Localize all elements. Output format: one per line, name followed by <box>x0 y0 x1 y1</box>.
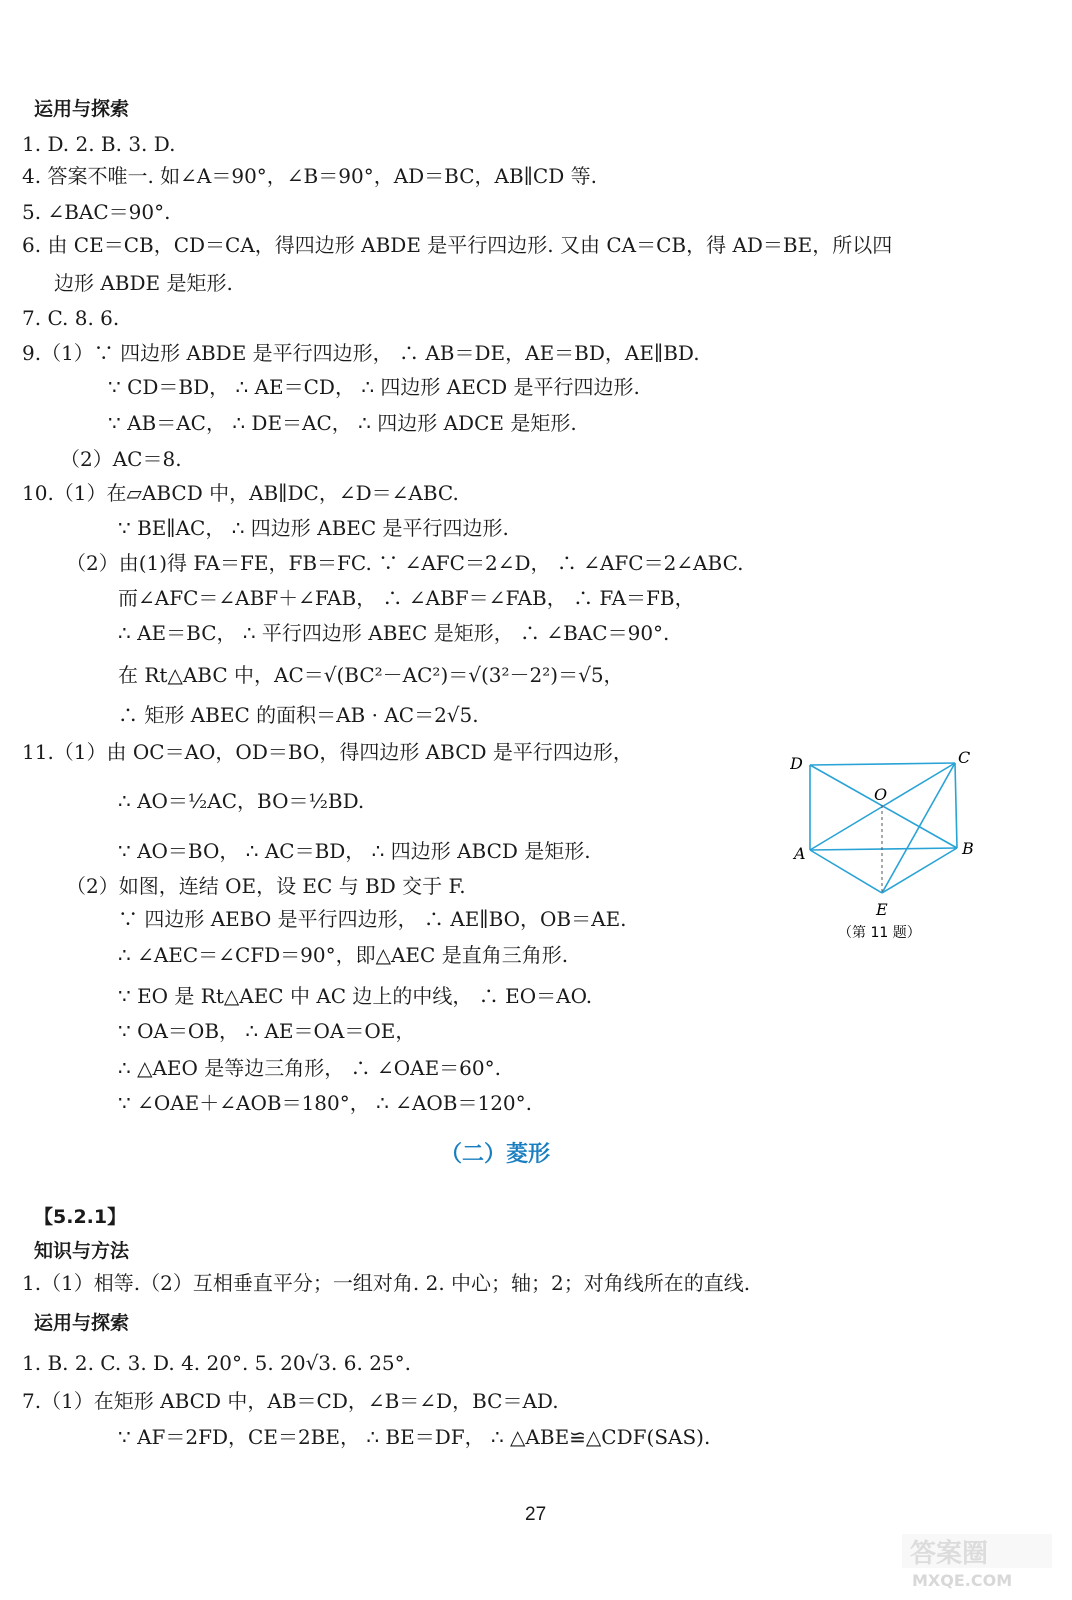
section-heading-knowledge: 知识与方法 <box>34 1240 130 1262</box>
answer-line: 而∠AFC＝∠ABF＋∠FAB， ∴ ∠ABF＝∠FAB， ∴ FA＝FB， <box>118 586 695 610</box>
edge-ce <box>882 763 955 893</box>
edge-ae <box>810 850 882 893</box>
label-e: E <box>876 900 888 919</box>
answer-line: 11.（1）由 OC＝AO，OD＝BO，得四边形 ABCD 是平行四边形， <box>22 740 633 764</box>
answer-line: 1. D. 2. B. 3. D. <box>22 132 176 156</box>
geometry-figure <box>790 745 990 945</box>
answer-line: （2）由(1)得 FA＝FE，FB＝FC. ∵ ∠AFC＝2∠D， ∴ ∠AFC＝2∠ABC. <box>66 551 744 575</box>
answer-line: ∵ ∠OAE＋∠AOB＝180°， ∴ ∠AOB＝120°. <box>118 1091 533 1115</box>
lesson-label: 【5.2.1】 <box>34 1206 127 1228</box>
answer-line: 1. B. 2. C. 3. D. 4. 20°. 5. 20√3. 6. 25°. <box>22 1351 411 1375</box>
label-o: O <box>874 785 888 804</box>
answer-line: 4. 答案不唯一. 如∠A＝90°，∠B＝90°，AD＝BC，AB∥CD 等. <box>22 164 597 188</box>
watermark-logo <box>902 1530 1052 1590</box>
diagonal-db <box>810 765 957 848</box>
svg-text:MXQE.COM: MXQE.COM <box>912 1571 1013 1590</box>
label-a: A <box>794 844 806 863</box>
answer-line: ∵ BE∥AC， ∴ 四边形 ABEC 是平行四边形. <box>118 516 509 540</box>
answer-line: （2）如图，连结 OE，设 EC 与 BD 交于 F. <box>66 874 466 898</box>
section-heading-apply: 运用与探索 <box>34 98 130 120</box>
label-c: C <box>958 748 971 767</box>
answer-line: 1.（1）相等.（2）互相垂直平分；一组对角. 2. 中心；轴；2；对角线所在的直线. <box>22 1271 751 1295</box>
answer-line: ∵ AO＝BO， ∴ AC＝BD， ∴ 四边形 ABCD 是矩形. <box>118 839 591 863</box>
edge-dc <box>810 763 955 765</box>
answer-line: ∴ △AEO 是等边三角形， ∴ ∠OAE＝60°. <box>118 1056 501 1080</box>
answer-line: ∴ AE＝BC， ∴ 平行四边形 ABEC 是矩形， ∴ ∠BAC＝90°. <box>118 621 670 645</box>
answer-line: ∵ AB＝AC， ∴ DE＝AC， ∴ 四边形 ADCE 是矩形. <box>108 411 577 435</box>
answer-line: ∴ 矩形 ABEC 的面积＝AB · AC＝2√5. <box>118 703 479 727</box>
section-heading-apply: 运用与探索 <box>34 1312 130 1334</box>
edge-eb <box>882 848 957 893</box>
answer-line: ∵ EO 是 Rt△AEC 中 AC 边上的中线， ∴ EO＝AO. <box>118 984 593 1008</box>
answer-line: 5. ∠BAC＝90°. <box>22 200 171 224</box>
answer-line: 7. C. 8. 6. <box>22 306 120 330</box>
answer-line: ∵ AF＝2FD，CE＝2BE， ∴ BE＝DF， ∴ △ABE≌△CDF(SAS). <box>118 1425 711 1449</box>
label-d: D <box>790 754 803 773</box>
answer-line: 边形 ABDE 是矩形. <box>54 271 233 295</box>
answer-line: ∵ 四边形 AEBO 是平行四边形， ∴ AE∥BO，OB＝AE. <box>118 907 627 931</box>
answer-line: 在 Rt△ABC 中，AC＝√(BC²－AC²)＝√(3²－2²)＝√5， <box>118 663 624 687</box>
figure-caption: （第 11 题） <box>838 925 921 941</box>
svg-text:答案圈: 答案圈 <box>910 1539 989 1569</box>
answer-line: ∴ AO＝½AC，BO＝½BD. <box>118 789 365 813</box>
answer-line: ∵ CD＝BD， ∴ AE＝CD， ∴ 四边形 AECD 是平行四边形. <box>108 375 640 399</box>
answer-line: 6. 由 CE＝CB，CD＝CA，得四边形 ABDE 是平行四边形. 又由 CA＝CB，得 AD＝BE，所以四 <box>22 233 893 257</box>
answer-line: （2）AC＝8. <box>60 447 182 471</box>
answer-line: ∴ ∠AEC＝∠CFD＝90°，即△AEC 是直角三角形. <box>118 943 569 967</box>
label-b: B <box>962 839 974 858</box>
section-title-rhombus: （二）菱形 <box>440 1142 551 1167</box>
answer-line: 10.（1）在▱ABCD 中，AB∥DC，∠D＝∠ABC. <box>22 481 459 505</box>
answer-line: 9.（1）∵ 四边形 ABDE 是平行四边形， ∴ AB＝DE，AE＝BD，AE∥BD. <box>22 341 700 365</box>
answer-line: ∵ OA＝OB， ∴ AE＝OA＝OE， <box>118 1019 416 1043</box>
edge-cb <box>955 763 957 848</box>
edge-ab <box>810 848 957 850</box>
answer-line: 7.（1）在矩形 ABCD 中，AB＝CD，∠B＝∠D，BC＝AD. <box>22 1389 559 1413</box>
page-number: 27 <box>525 1504 547 1525</box>
